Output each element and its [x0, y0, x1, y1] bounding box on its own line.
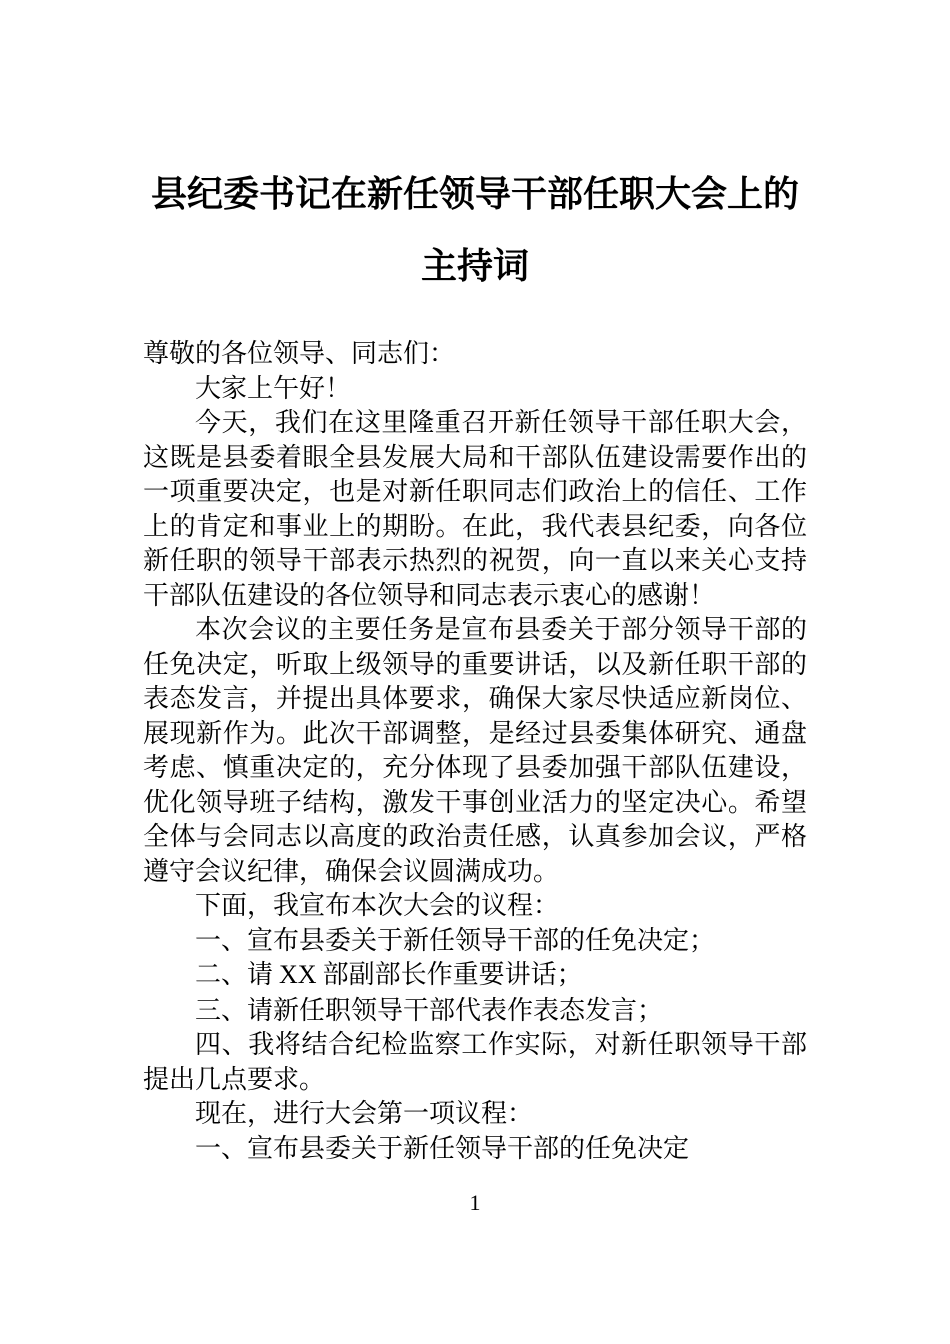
document-content	[0, 158, 950, 1165]
agenda-item-2-latin-placeholder: XX	[279, 960, 317, 989]
paragraph-greeting: 大家上午好！	[195, 372, 352, 403]
paragraph-agenda-intro: 下面，我宣布本次大会的议程：	[195, 890, 560, 920]
page-number: 1	[469, 1190, 481, 1215]
document-title: 县纪委书记在新任领导干部任职大会上的主持词	[150, 173, 799, 286]
agenda-item-2-suffix: 部副部长作重要讲话；	[322, 959, 583, 989]
agenda-item-4: 四、我将结合纪检监察工作实际，对新任职领导干部提出几点要求。	[143, 1029, 807, 1094]
paragraph-first-agenda-item: 一、宣布县委关于新任领导干部的任免决定	[195, 1132, 690, 1163]
agenda-item-3: 三、请新任职领导干部代表作表态发言；	[195, 994, 664, 1025]
paragraph-meeting-tasks: 本次会议的主要任务是宣布县委关于部分领导干部的任免决定，听取上级领导的重要讲话，以及新任职干部的表态发言，并提出具体要求，确保大家尽快适应新岗位、展现新作为。此次干部调整，是经过县委集体研究、通盘考虑、慎重决定的，充分体现了县委加强干部队伍建设，优化领导班子结构，激发干事创业活力的坚定决心。希望全体与会同志以高度的政治责任感，认真参加会议，严格遵守会议纪律，确保会议圆满成功。	[143, 614, 807, 886]
agenda-item-2	[143, 957, 807, 993]
paragraph-opening: 今天，我们在这里隆重召开新任领导干部任职大会，这既是县委着眼全县发展大局和干部队伍建设需要作出的一项重要决定，也是对新任职同志们政治上的信任、工作上的肯定和事业上的期盼。在此，我代表县纪委，向各位新任职的领导干部表示热烈的祝贺，向一直以来关心支持干部队伍建设的各位领导和同志表示衷心的感谢！	[143, 407, 807, 610]
paragraph-proceed: 现在，进行大会第一项议程：	[195, 1098, 534, 1128]
paragraph-salutation: 尊敬的各位领导、同志们：	[143, 338, 456, 368]
agenda-item-1: 一、宣布县委关于新任领导干部的任免决定；	[195, 924, 716, 955]
agenda-item-2-prefix: 二、请	[195, 959, 274, 989]
